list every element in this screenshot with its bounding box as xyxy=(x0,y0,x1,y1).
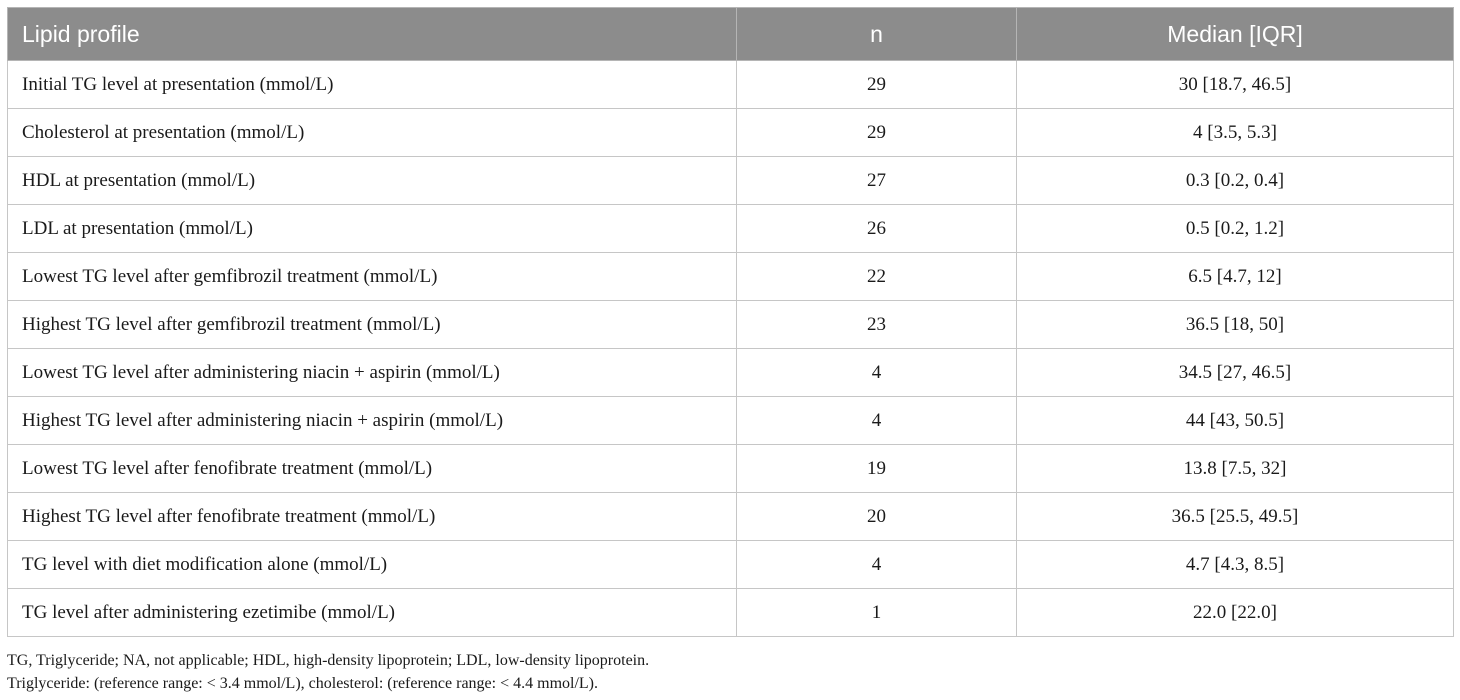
table-row xyxy=(8,445,1454,493)
row-n: 1 xyxy=(737,589,1017,637)
table-row xyxy=(8,349,1454,397)
row-median: 36.5 [25.5, 49.5] xyxy=(1017,493,1454,541)
row-label: Lowest TG level after administering niacin + aspirin (mmol/L) xyxy=(8,349,737,397)
header-lipid-profile: Lipid profile xyxy=(8,8,737,61)
row-label: Lowest TG level after fenofibrate treatment (mmol/L) xyxy=(8,445,737,493)
row-n: 19 xyxy=(737,445,1017,493)
row-n: 26 xyxy=(737,205,1017,253)
row-label: Lowest TG level after gemfibrozil treatment (mmol/L) xyxy=(8,253,737,301)
table-row xyxy=(8,205,1454,253)
table-header xyxy=(8,8,1454,61)
table-row xyxy=(8,541,1454,589)
table-row xyxy=(8,397,1454,445)
row-n: 20 xyxy=(737,493,1017,541)
table-footnotes xyxy=(7,649,1453,695)
row-median: 36.5 [18, 50] xyxy=(1017,301,1454,349)
row-median: 0.3 [0.2, 0.4] xyxy=(1017,157,1454,205)
row-n: 4 xyxy=(737,397,1017,445)
row-label: Highest TG level after administering niacin + aspirin (mmol/L) xyxy=(8,397,737,445)
row-label: Initial TG level at presentation (mmol/L) xyxy=(8,61,737,109)
footnote-reference-ranges: Triglyceride: (reference range: < 3.4 mmol/L), cholesterol: (reference range: < 4.4 mmol/L). xyxy=(7,675,598,692)
table-body xyxy=(8,61,1454,637)
footnote-abbreviations: TG, Triglyceride; NA, not applicable; HDL, high-density lipoprotein; LDL, low-density lipoprotein. xyxy=(7,652,650,669)
row-label: Highest TG level after gemfibrozil treatment (mmol/L) xyxy=(8,301,737,349)
row-n: 4 xyxy=(737,541,1017,589)
row-median: 22.0 [22.0] xyxy=(1017,589,1454,637)
table-row xyxy=(8,301,1454,349)
header-row xyxy=(8,8,1454,61)
table-row xyxy=(8,109,1454,157)
row-median: 0.5 [0.2, 1.2] xyxy=(1017,205,1454,253)
table-row xyxy=(8,493,1454,541)
row-median: 13.8 [7.5, 32] xyxy=(1017,445,1454,493)
row-median: 6.5 [4.7, 12] xyxy=(1017,253,1454,301)
row-median: 44 [43, 50.5] xyxy=(1017,397,1454,445)
row-median: 4 [3.5, 5.3] xyxy=(1017,109,1454,157)
row-n: 23 xyxy=(737,301,1017,349)
row-n: 27 xyxy=(737,157,1017,205)
row-n: 22 xyxy=(737,253,1017,301)
table-row xyxy=(8,61,1454,109)
row-label: TG level after administering ezetimibe (mmol/L) xyxy=(8,589,737,637)
row-label: HDL at presentation (mmol/L) xyxy=(8,157,737,205)
row-label: Cholesterol at presentation (mmol/L) xyxy=(8,109,737,157)
row-label: TG level with diet modification alone (mmol/L) xyxy=(8,541,737,589)
row-n: 29 xyxy=(737,61,1017,109)
row-median: 4.7 [4.3, 8.5] xyxy=(1017,541,1454,589)
header-median-iqr: Median [IQR] xyxy=(1017,8,1454,61)
row-label: Highest TG level after fenofibrate treatment (mmol/L) xyxy=(8,493,737,541)
row-n: 4 xyxy=(737,349,1017,397)
table-row xyxy=(8,157,1454,205)
lipid-profile-table-container xyxy=(7,7,1453,637)
lipid-profile-table xyxy=(7,7,1454,637)
row-label: LDL at presentation (mmol/L) xyxy=(8,205,737,253)
table-row xyxy=(8,589,1454,637)
header-n: n xyxy=(737,8,1017,61)
table-row xyxy=(8,253,1454,301)
row-median: 34.5 [27, 46.5] xyxy=(1017,349,1454,397)
row-n: 29 xyxy=(737,109,1017,157)
row-median: 30 [18.7, 46.5] xyxy=(1017,61,1454,109)
